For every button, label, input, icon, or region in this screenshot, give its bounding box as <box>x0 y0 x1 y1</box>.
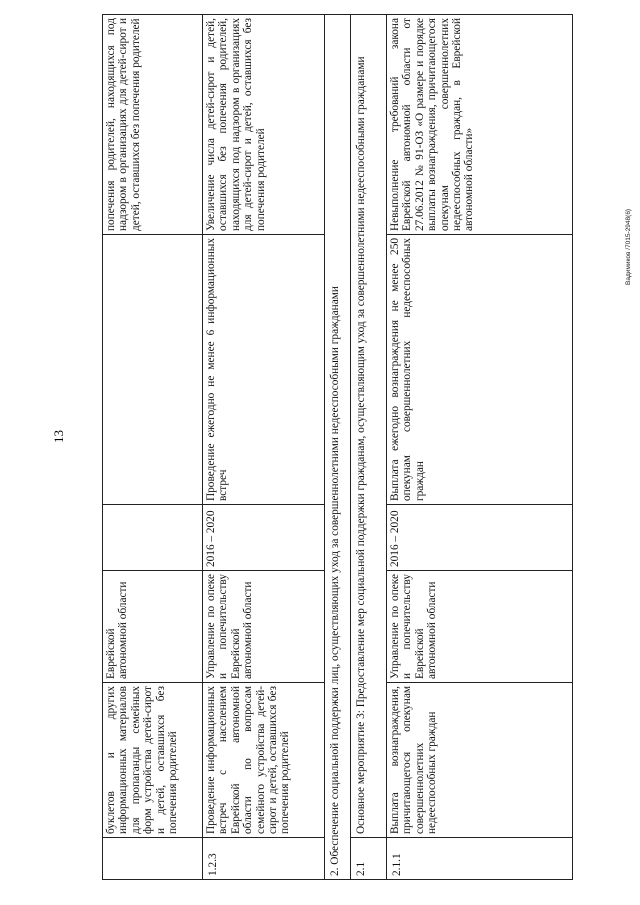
table-row <box>351 15 387 880</box>
section-title: 2. Обеспечение социальной поддержки лиц, осуществляющих уход за совершеннолетними недееспособными гражданами <box>325 15 351 880</box>
row-number: 2.1.1 <box>387 838 573 880</box>
table-row <box>103 15 203 880</box>
period: 2016 – 2020 <box>387 505 573 571</box>
measure-name: буклетов и других информационных материалов для пропаганды семейных форм устройства детей-сирот и детей, оставшихся без попечения родителей <box>103 683 203 838</box>
executor: Управление по опеке и попечительству Еврейской автономной области <box>387 571 573 683</box>
indicator <box>103 235 203 505</box>
executor: Управление по опеке и попечительству Еврейской автономной области <box>203 571 325 683</box>
page-number: 13 <box>51 430 66 443</box>
section-row <box>325 15 351 880</box>
indicator: Проведение ежегодно не менее 6 информационных встреч <box>203 235 325 505</box>
row-number: 2.1 <box>351 838 387 880</box>
expected-result: попечения родителей, находящихся под надзором в организациях для детей-сирот и детей, оставшихся без попечения родителей <box>103 15 203 235</box>
measure-name: Выплата вознаграждения, причитающегося опекунам совершеннолетних недееспособных граждан <box>387 683 573 838</box>
program-table <box>102 14 573 880</box>
period: 2016 – 2020 <box>203 505 325 571</box>
table-row <box>203 15 325 880</box>
executor: Еврейской автономной области <box>103 571 203 683</box>
main-measure: Основное мероприятие 3: Предоставление мер социальной поддержки гражданам, осуществляющим уход за совершеннолетними недееспособными гражданами <box>351 15 387 838</box>
expected-result: Увеличение числа детей-сирот и детей, оставшихся без попечения родителей, находящихся под надзором в организациях для детей-сирот и детей, оставшихся без попечения родителей <box>203 15 325 235</box>
row-number: 1.2.3 <box>203 838 325 880</box>
period <box>103 505 203 571</box>
table-row <box>387 15 573 880</box>
indicator: Выплата ежегодно вознаграждения не менее 250 опекунам совершеннолетних недееспособных граждан <box>387 235 573 505</box>
rotated-table-container <box>102 15 592 880</box>
document-stamp: Вадимиков /7015-2948(6) <box>625 208 632 285</box>
row-number <box>103 838 203 880</box>
measure-name: Проведение информационных встреч с населением Еврейской автономной области по вопросам семейного устройства детей-сирот и детей, оставшихся без попечения родителей <box>203 683 325 838</box>
expected-result: Невыполнение требований закона Еврейской автономной области от 27.06.2012 № 91-ОЗ «О размере и порядке выплаты вознаграждения, причитающегося опекунам совершеннолетних недееспособных граждан, в Еврейской автономной области» <box>387 15 573 235</box>
